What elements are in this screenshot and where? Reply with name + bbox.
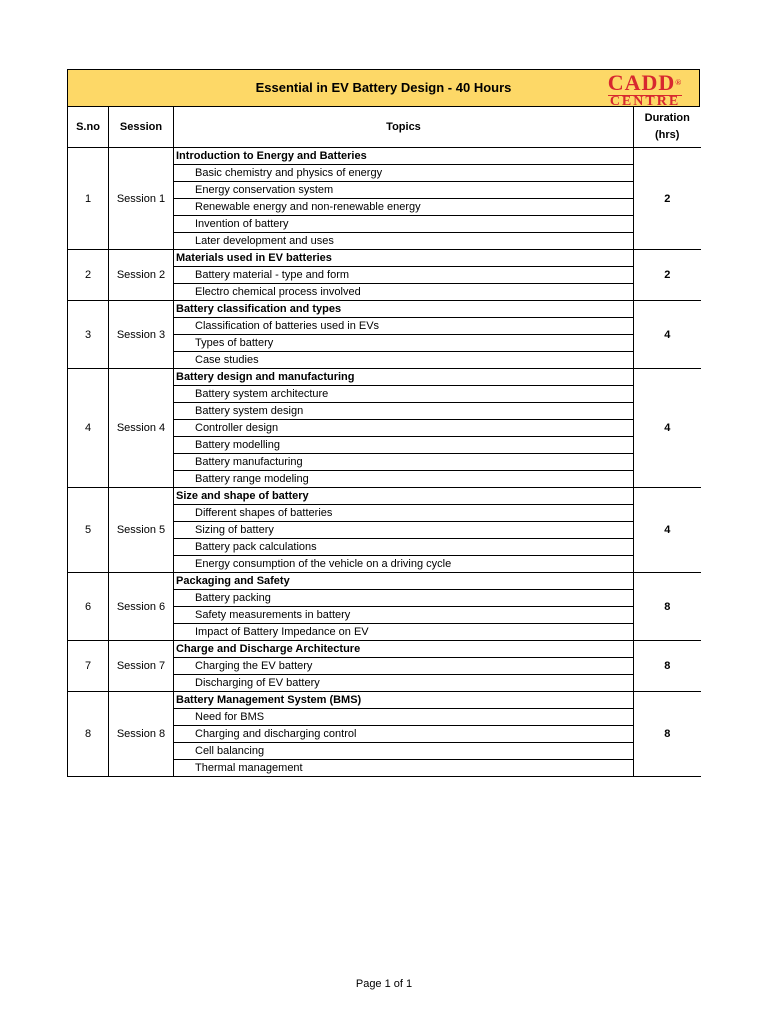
session-number: 6 — [68, 573, 109, 641]
table-header-row — [68, 107, 701, 148]
course-sheet — [67, 69, 700, 777]
session-name: Session 3 — [109, 301, 174, 369]
session-heading-row — [68, 488, 701, 505]
session-name: Session 4 — [109, 369, 174, 488]
topic-item: Energy conservation system — [174, 182, 634, 199]
topic-item: Battery system architecture — [174, 386, 634, 403]
topic-item: Controller design — [174, 420, 634, 437]
topic-heading: Materials used in EV batteries — [174, 250, 634, 267]
topic-item: Battery range modeling — [174, 471, 634, 488]
duration-header-line1: Duration — [644, 112, 690, 124]
course-title: Essential in EV Battery Design - 40 Hours — [255, 80, 512, 95]
session-duration: 8 — [634, 692, 701, 777]
topic-item: Energy consumption of the vehicle on a driving cycle — [174, 556, 634, 573]
cadd-centre-logo — [597, 70, 693, 109]
topic-item: Discharging of EV battery — [174, 675, 634, 692]
session-name: Session 8 — [109, 692, 174, 777]
topic-item: Later development and uses — [174, 233, 634, 250]
topic-item: Renewable energy and non-renewable energy — [174, 199, 634, 216]
topic-item: Battery material - type and form — [174, 267, 634, 284]
topic-heading: Battery classification and types — [174, 301, 634, 318]
topic-item: Charging the EV battery — [174, 658, 634, 675]
topic-item: Electro chemical process involved — [174, 284, 634, 301]
session-name: Session 5 — [109, 488, 174, 573]
session-duration: 2 — [634, 250, 701, 301]
topic-item: Case studies — [174, 352, 634, 369]
topic-heading: Charge and Discharge Architecture — [174, 641, 634, 658]
topic-item: Thermal management — [174, 760, 634, 777]
session-name: Session 1 — [109, 148, 174, 250]
logo-registered-mark: ® — [675, 78, 683, 87]
topic-item: Battery modelling — [174, 437, 634, 454]
session-name: Session 7 — [109, 641, 174, 692]
table-body — [68, 148, 701, 777]
session-name: Session 2 — [109, 250, 174, 301]
session-number: 1 — [68, 148, 109, 250]
topic-item: Types of battery — [174, 335, 634, 352]
topic-item: Impact of Battery Impedance on EV — [174, 624, 634, 641]
topic-item: Battery manufacturing — [174, 454, 634, 471]
session-duration: 8 — [634, 573, 701, 641]
topic-item: Charging and discharging control — [174, 726, 634, 743]
page-footer: Page 1 of 1 — [355, 978, 413, 990]
session-heading-row — [68, 250, 701, 267]
topic-item: Sizing of battery — [174, 522, 634, 539]
column-header-topics: Topics — [174, 107, 634, 148]
column-header-session: Session — [109, 107, 174, 148]
session-duration: 2 — [634, 148, 701, 250]
topic-item: Battery pack calculations — [174, 539, 634, 556]
session-number: 3 — [68, 301, 109, 369]
title-bar — [67, 69, 700, 107]
topic-heading: Introduction to Energy and Batteries — [174, 148, 634, 165]
column-header-sno: S.no — [68, 107, 109, 148]
session-heading-row — [68, 573, 701, 590]
session-number: 5 — [68, 488, 109, 573]
topic-item: Need for BMS — [174, 709, 634, 726]
session-duration: 4 — [634, 301, 701, 369]
syllabus-table — [67, 107, 701, 777]
session-number: 4 — [68, 369, 109, 488]
topic-item: Safety measurements in battery — [174, 607, 634, 624]
topic-heading: Battery design and manufacturing — [174, 369, 634, 386]
session-number: 7 — [68, 641, 109, 692]
session-number: 2 — [68, 250, 109, 301]
session-heading-row — [68, 301, 701, 318]
session-heading-row — [68, 148, 701, 165]
session-heading-row — [68, 692, 701, 709]
topic-item: Cell balancing — [174, 743, 634, 760]
session-duration: 8 — [634, 641, 701, 692]
logo-main-text: CADD — [607, 70, 676, 95]
column-header-duration — [634, 107, 701, 148]
topic-heading: Battery Management System (BMS) — [174, 692, 634, 709]
topic-item: Battery packing — [174, 590, 634, 607]
topic-item: Classification of batteries used in EVs — [174, 318, 634, 335]
topic-item: Invention of battery — [174, 216, 634, 233]
duration-header-line2: (hrs) — [655, 129, 680, 141]
topic-item: Basic chemistry and physics of energy — [174, 165, 634, 182]
topic-item: Battery system design — [174, 403, 634, 420]
topic-heading: Packaging and Safety — [174, 573, 634, 590]
session-duration: 4 — [634, 488, 701, 573]
session-duration: 4 — [634, 369, 701, 488]
topic-item: Different shapes of batteries — [174, 505, 634, 522]
session-name: Session 6 — [109, 573, 174, 641]
logo-sub-text: CENTRE — [609, 94, 681, 109]
topic-heading: Size and shape of battery — [174, 488, 634, 505]
session-number: 8 — [68, 692, 109, 777]
session-heading-row — [68, 369, 701, 386]
session-heading-row — [68, 641, 701, 658]
